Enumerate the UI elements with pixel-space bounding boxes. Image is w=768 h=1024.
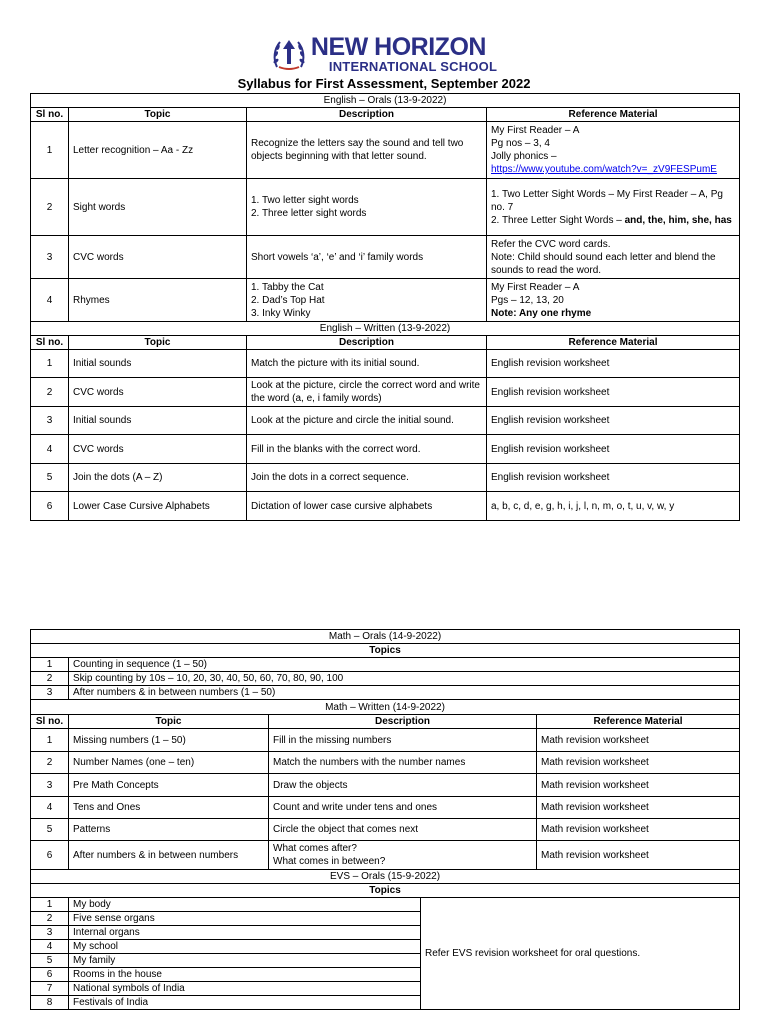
table-row: 4 Rhymes 1. Tabby the Cat 2. Dad’s Top Hat 3. Inky Winky My First Reader – A Pgs – 12, 13, 20 Note: Any one rhyme [31,279,740,322]
table-row: 4 CVC words Fill in the blanks with the correct word. English revision worksheet [31,435,740,464]
evs-note: Refer EVS revision worksheet for oral questions. [421,898,740,1010]
table-row: 7 National symbols of India [31,982,740,996]
col-topic: Topic [69,108,247,122]
table-row: 2 Sight words 1. Two letter sight words 2. Three letter sight words 1. Two Letter Sight Words – My First Reader – A, Pg no. 7 2. Three Letter Sight Words – and, the, him, she, has [31,179,740,236]
table-row: 3 Internal organs [31,926,740,940]
table-row: 3 CVC words Short vowels ‘a’, ‘e’ and ‘i’ family words Refer the CVC word cards. Note: Child should sound each letter and blend the sounds to read the word. [31,236,740,279]
document-header [0,33,768,91]
table-row: 2 CVC words Look at the picture, circle the correct word and write the word (a, e, i family words) English revision worksheet [31,378,740,407]
english-written-title: English – Written (13-9-2022) [31,322,740,336]
math-orals-topics-header: Topics [31,644,740,658]
col-sl: Sl no. [31,108,69,122]
math-evs-table: Math – Orals (14-9-2022) Topics 1 Counting in sequence (1 – 50) 2 Skip counting by 10s – 10, 20, 30, 40, 50, 60, 70, 80, 90, 100 3 After numbers & in between numbers (1 – 50) Math – Written (14-9-2022) Sl no. Topic Description Reference Material 1 Missing numbers (1 – 50) Fill in the missing numbers Math revision worksheet 2 Number Names (one – ten) Match the numbers with the number names Math revision worksheet 3 Pre Math Concepts Draw the objects Math revision worksheet 4 Tens and Ones Count and write under tens and ones Math revision worksheet 5 Patterns Circle the object that comes next Math revision worksheet 6 After numbers & in between numbers What comes after? What comes in between? Math revision worksheet EVS – Orals (15-9-2022) Topics 1 My body Refer EVS revision worksheet for oral questions. 2 Five sense organs 3 Internal organs 4 My school 5 My family 6 Rooms in the house 7 National symbols of India 8 Festivals of India [30,629,740,1010]
evs-topics-header: Topics [31,884,740,898]
table-row: 1 Initial sounds Match the picture with its initial sound. English revision worksheet [31,350,740,378]
english-table: English – Orals (13-9-2022) Sl no. Topic Description Reference Material 1 Letter recognition – Aa - Zz Recognize the letters say the sound and tell two objects beginning with that letter sound. My First Reader – A Pg nos – 3, 4 Jolly phonics – https://www.youtube.com/watch?v=_zV9FESPumE 2 Sight words 1. Two letter sight words 2. Three letter sight words 1. Two Letter Sight Words – My First Reader – A, Pg no. 7 2. Three Letter Sight Words – and, the, him, she, has 3 CVC words Short vowels ‘a’, ‘e’ and ‘i’ family words Refer the CVC word cards. Note: Child should sound each letter and blend the sounds to read the word. 4 Rhymes 1. Tabby the Cat 2. Dad’s Top Hat 3. Inky Winky My First Reader – A Pgs – 12, 13, 20 Note: Any one rhyme English – Written (13-9-2022) Sl no. Topic Description Reference Material 1 Initial sounds Match the picture with its initial sound. English revision worksheet 2 CVC words Look at the picture, circle the correct word and write the word (a, e, i family words) English revision worksheet 3 Initial sounds Look at the picture and circle the initial sound. English revision worksheet 4 CVC words Fill in the blanks with the correct word. English revision worksheet 5 Join the dots (A – Z) Join the dots in a correct sequence. English revision worksheet 6 Lower Case Cursive Alphabets Dictation of lower case cursive alphabets a, b, c, d, e, g, h, i, j, l, n, m, o, t, u, v, w, y [30,93,740,521]
document-title: Syllabus for First Assessment, September 2022 [237,76,531,91]
table-row: 3 Initial sounds Look at the picture and circle the initial sound. English revision worksheet [31,407,740,435]
math-orals-title: Math – Orals (14-9-2022) [31,630,740,644]
youtube-link[interactable]: https://www.youtube.com/watch?v=_zV9FESPumE [491,164,717,175]
table-row: 2 Skip counting by 10s – 10, 20, 30, 40, 50, 60, 70, 80, 90, 100 [31,672,740,686]
col-reference: Reference Material [487,108,740,122]
table-row: 6 Lower Case Cursive Alphabets Dictation of lower case cursive alphabets a, b, c, d, e, g, h, i, j, l, n, m, o, t, u, v, w, y [31,492,740,521]
school-subtitle: INTERNATIONAL SCHOOL [328,59,498,74]
wreath-icon [271,37,307,71]
table-row: 1 Counting in sequence (1 – 50) [31,658,740,672]
school-name: NEW HORIZON [310,33,486,61]
table-row: 1 Letter recognition – Aa - Zz Recognize the letters say the sound and tell two objects beginning with that letter sound. My First Reader – A Pg nos – 3, 4 Jolly phonics – https://www.youtube.com/watch?v=_zV9FESPumE [31,122,740,179]
table-row: 5 Patterns Circle the object that comes next Math revision worksheet [31,819,740,841]
table-row: 3 Pre Math Concepts Draw the objects Math revision worksheet [31,774,740,797]
table-row: 4 Tens and Ones Count and write under tens and ones Math revision worksheet [31,797,740,819]
table-row: 1 Missing numbers (1 – 50) Fill in the missing numbers Math revision worksheet [31,729,740,752]
math-written-title: Math – Written (14-9-2022) [31,700,740,715]
table-row: 2 Five sense organs [31,912,740,926]
table-row: 4 My school [31,940,740,954]
school-logo [0,33,768,74]
english-orals-title: English – Orals (13-9-2022) [31,94,740,108]
table-row: 2 Number Names (one – ten) Match the numbers with the number names Math revision worksheet [31,752,740,774]
col-description: Description [247,108,487,122]
table-row: 5 My family [31,954,740,968]
table-row: 5 Join the dots (A – Z) Join the dots in a correct sequence. English revision worksheet [31,464,740,492]
table-row: 6 After numbers & in between numbers What comes after? What comes in between? Math revision worksheet [31,841,740,870]
table-row: 1 My body Refer EVS revision worksheet for oral questions. [31,898,740,912]
evs-orals-title: EVS – Orals (15-9-2022) [31,870,740,884]
table-row: 8 Festivals of India [31,996,740,1010]
table-row: 3 After numbers & in between numbers (1 – 50) [31,686,740,700]
table-row: 6 Rooms in the house [31,968,740,982]
